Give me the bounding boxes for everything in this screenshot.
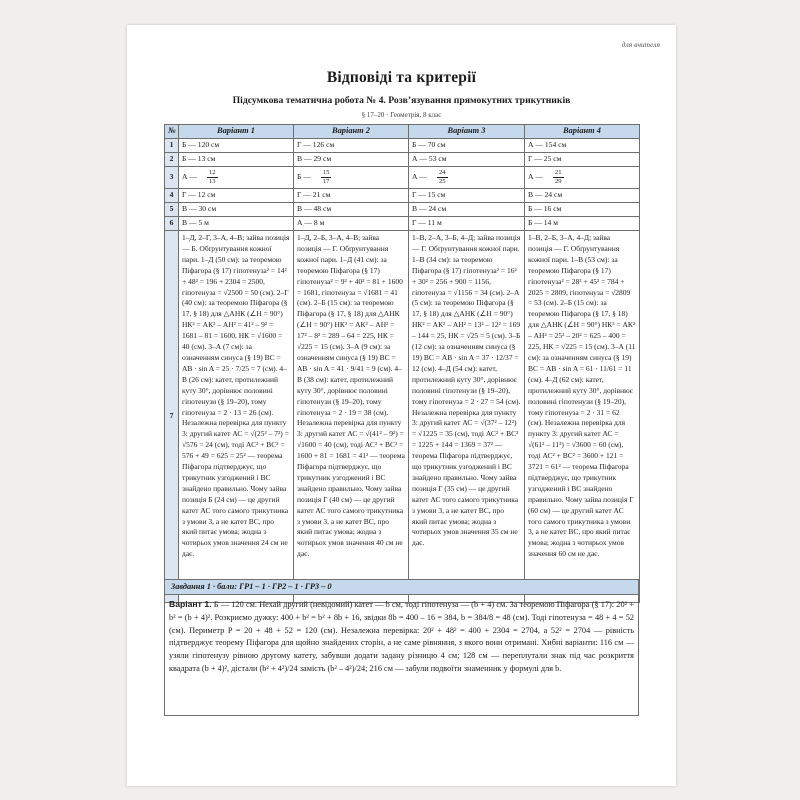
answer-cell: В — 48 см [294,203,409,217]
answer-cell: Г — 21 см [294,189,409,203]
table-header-row [165,125,640,139]
column-header-variant-1: Варіант 1 [179,125,294,139]
answer-explanation-cell: 1–В, 2–А, 3–Б, 4–Д; зайва позиція — Г. Обґрунтування кожної пари. 1–В (34 см): за теоремою Піфагора (§ 17) гіпотенуза² = 16² + 30² = 256 + 900 = 1156, гіпотенуза = √1156 = 34 (см). 2–А (5 см): за теоремою Піфагора (§ 17, § 18) для △АНК (∠Н = 90°) НК² = АК² – АН² = 13² – 12² = 169 – 144 = 25, НК = √25 = 5 (см). 3–Б (12 см): за означенням синуса (§ 19) ВС = АВ · sin A = 37 · 12/37 = 12 (см). 4–Д (54 см): катет, протилежний куту 30°, дорівнює половині гіпотенузи (§ 19–20), тому гіпотенуза = 2 · 27 = 54 (см). Незалежна перевірка для пункту 3: другий катет АС = √(37² – 12²) = √1225 = 35 (см), тоді АС² + ВС² = 1225 + 144 = 1369 = 37² — теорема Піфагора підтверджує, що трикутник узгоджений і ВС знайдено правильно. Чому зайва позиція Г (35 см) — це другий катет АС того самого трикутника з умови 3, а не катет ВС, про який питає умова; жодна з чотирьох умов значення 35 см не дає. [409,231,525,603]
fraction-numerator: 15 [322,169,330,176]
table-row [165,217,640,231]
row-number: 7 [165,231,179,603]
page-title: Відповіді та критерії [326,69,477,86]
solution-paragraph: Б — 120 см. Нехай другий (невідомий) катет — b см, тоді гіпотенуза — (b + 4) см. За теоремою Піфагора (§ 17): 20² + b² = (b + 4)². Розкриємо дужку: 400 + b² = b² + 8b + 16, звідки 8b = 400 – 16 = 384, b = 384/8 = 48 (см). Тоді гіпотенуза = 48 + 4 = 52 (см). Периметр P = 20 + 48 + 52 = 120 (см). Незалежна перевірка: 20² + 48² = 400 + 2304 = 2704, а 52² = 2704 — рівність підтверджує теорему Піфагора для щойно знайдених сторін, а не саме рівняння, з якого вони отримані. Хибні варіанти: 116 см — узяли гіпотенузу рівною другому катету, забувши додати задану різницю 4 см; 128 см — переплутали знак під час розкриття квадрата (b + 4)², дістали (b² + 4²)/24 замість (b² – 4²)/24; 216 см — забули подвоїти знаменник у формулі для b. [169,600,634,673]
answer-cell [179,167,294,189]
answer-letter: Б — [297,172,311,182]
fraction-numerator: 21 [554,169,562,176]
answer-cell [294,167,409,189]
answers-table [164,124,640,603]
fraction-denominator: 29 [554,178,562,185]
answer-cell: Б — 16 см [525,203,640,217]
table-row [165,153,640,167]
answer-cell: В — 24 см [409,203,525,217]
row-number: 2 [165,153,179,167]
answer-explanation-cell: 1–В, 2–Б, 3–А, 4–Д; зайва позиція — Г. Обґрунтування кожної пари. 1–В (53 см): за теоремою Піфагора (§ 17) гіпотенуза² = 28² + 45² = 784 + 2025 = 2809, гіпотенуза = √2809 = 53 (см). 2–Б (15 см): за теоремою Піфагора (§ 17, § 18) для △АНК (∠Н = 90°) НК² = АК² – АН² = 25² – 20² = 625 – 400 = 225, НК = √225 = 15 (см). 3–А (11 см): за означенням синуса (§ 19) ВС = АВ · sin A = 61 · 11/61 = 11 (см). 4–Д (62 см): катет, протилежний куту 30°, дорівнює половині гіпотенузи (§ 19–20), тому гіпотенуза = 2 · 31 = 62 (см). Незалежна перевірка для пункту 3: другий катет АС = √(61² – 11²) = √3600 = 60 (см), тоді АС² + ВС² = 3600 + 121 = 3721 = 61² — теорема Піфагора підтверджує, що трикутник узгоджений і ВС знайдено правильно. Чому зайва позиція Г (60 см) — це другий катет АС того самого трикутника з умови 3, а не катет ВС, про який питає умова; жодна з чотирьох умов значення 60 см не дає. [525,231,640,603]
answer-cell: В — 24 см [525,189,640,203]
fraction-denominator: 17 [322,178,330,185]
task-solution-text [165,595,638,679]
variant-label: Варіант 1. [169,599,212,609]
row-number: 3 [165,167,179,189]
row-number: 1 [165,139,179,153]
answer-letter: А — [412,172,427,182]
fraction [553,169,564,186]
answer-cell: В — 5 м [179,217,294,231]
answer-letter: А — [182,172,197,182]
row-number: 4 [165,189,179,203]
table-row [165,189,640,203]
table-row [165,231,640,603]
task-scoring-header: Завдання 1 · бали: ГР1 – 1 · ГР2 – 1 · ГР3 – 0 [165,580,638,595]
row-number: 6 [165,217,179,231]
answer-cell [409,167,525,189]
answer-cell: А — 154 см [525,139,640,153]
answer-explanation-cell: 1–Д, 2–Г, 3–А, 4–В; зайва позиція — Б. Обґрунтування кожної пари. 1–Д (50 см): за теоремою Піфагора (§ 17) гіпотенуза² = 14² + 48² = 196 + 2304 = 2500, гіпотенуза = √2500 = 50 (см). 2–Г (40 см): за теоремою Піфагора (§ 17, § 18) для △АНК (∠Н = 90°) НК² = АК² – АН² = 41² – 9² = 1681 – 81 = 1600, НК = √1600 = 40 (см). 3–А (7 см): за означенням синуса (§ 19) ВС = АВ · sin A = 25 · 7/25 = 7 (см). 4–В (26 см): катет, протилежний куту 30°, дорівнює половині гіпотенузи (§ 19–20), тому гіпотенуза = 2 · 13 = 26 (см). Незалежна перевірка для пункту 3: другий катет АС = √(25² – 7²) = √576 = 24 (см), тоді АС² + ВС² = 576 + 49 = 625 = 25² — теорема Піфагора підтверджує, що трикутник узгоджений і ВС знайдено правильно. Чому зайва позиція Б (24 см) — це другий катет АС того самого трикутника з умови 3, а не катет ВС, про який питає умова; жодна з чотирьох умов значення 24 см не дає. [179,231,294,603]
audience-note: для вчителя [621,40,660,49]
section-reference: § 17–20 · Геометрія, 8 клас [361,111,442,119]
fraction-denominator: 25 [438,178,446,185]
row-number: 5 [165,203,179,217]
task-solution-box [164,579,639,716]
answer-cell: Г — 11 м [409,217,525,231]
fraction [207,169,218,186]
page-subtitle: Підсумкова тематична робота № 4. Розв’язування прямокутних трикутників [232,95,571,106]
answer-cell: А — 8 м [294,217,409,231]
answer-cell: А — 53 см [409,153,525,167]
table-row [165,139,640,153]
answer-cell: Б — 120 см [179,139,294,153]
answer-explanation-cell: 1–Д, 2–Б, 3–А, 4–В; зайва позиція — Г. Обґрунтування кожної пари. 1–Д (41 см): за теоремою Піфагора (§ 17) гіпотенуза² = 9² + 40² = 81 + 1600 = 1681, гіпотенуза = √1681 = 41 (см). 2–Б (15 см): за теоремою Піфагора (§ 17, § 18) для △АНК (∠Н = 90°) НК² = АК² – АН² = 17² – 8² = 289 – 64 = 225, НК = √225 = 15 (см). 3–А (9 см): за означенням синуса (§ 19) ВС = АВ · sin A = 41 · 9/41 = 9 (см). 4–В (38 см): катет, протилежний куту 30°, дорівнює половині гіпотенузи (§ 19–20), тому гіпотенуза = 2 · 19 = 38 (см). Незалежна перевірка для пункту 3: другий катет АС = √(41² – 9²) = √1600 = 40 (см), тоді АС² + ВС² = 1600 + 81 = 1681 = 41² — теорема Піфагора підтверджує, що трикутник узгоджений і ВС знайдено правильно. Чому зайва позиція Г (40 см) — це другий катет АС того самого трикутника з умови 3, а не катет ВС, про який питає умова; жодна з чотирьох умов значення 40 см не дає. [294,231,409,603]
table-row [165,203,640,217]
fraction-denominator: 13 [208,178,216,185]
column-header-variant-2: Варіант 2 [294,125,409,139]
answer-cell: В — 30 см [179,203,294,217]
fraction [321,169,332,186]
column-header-number: № [165,125,179,139]
column-header-variant-3: Варіант 3 [409,125,525,139]
answer-letter: А — [528,172,543,182]
answer-cell: В — 29 см [294,153,409,167]
answer-cell: Г — 25 см [525,153,640,167]
answer-cell: Б — 70 см [409,139,525,153]
answer-cell: Б — 14 м [525,217,640,231]
table-row [165,167,640,189]
answer-cell: Б — 13 см [179,153,294,167]
answer-cell: Г — 126 см [294,139,409,153]
column-header-variant-4: Варіант 4 [525,125,640,139]
fraction-numerator: 12 [208,169,216,176]
answer-cell: Г — 15 см [409,189,525,203]
fraction [437,169,448,186]
answer-cell: Г — 12 см [179,189,294,203]
worksheet-page [127,25,676,786]
answer-cell [525,167,640,189]
fraction-numerator: 24 [438,169,446,176]
